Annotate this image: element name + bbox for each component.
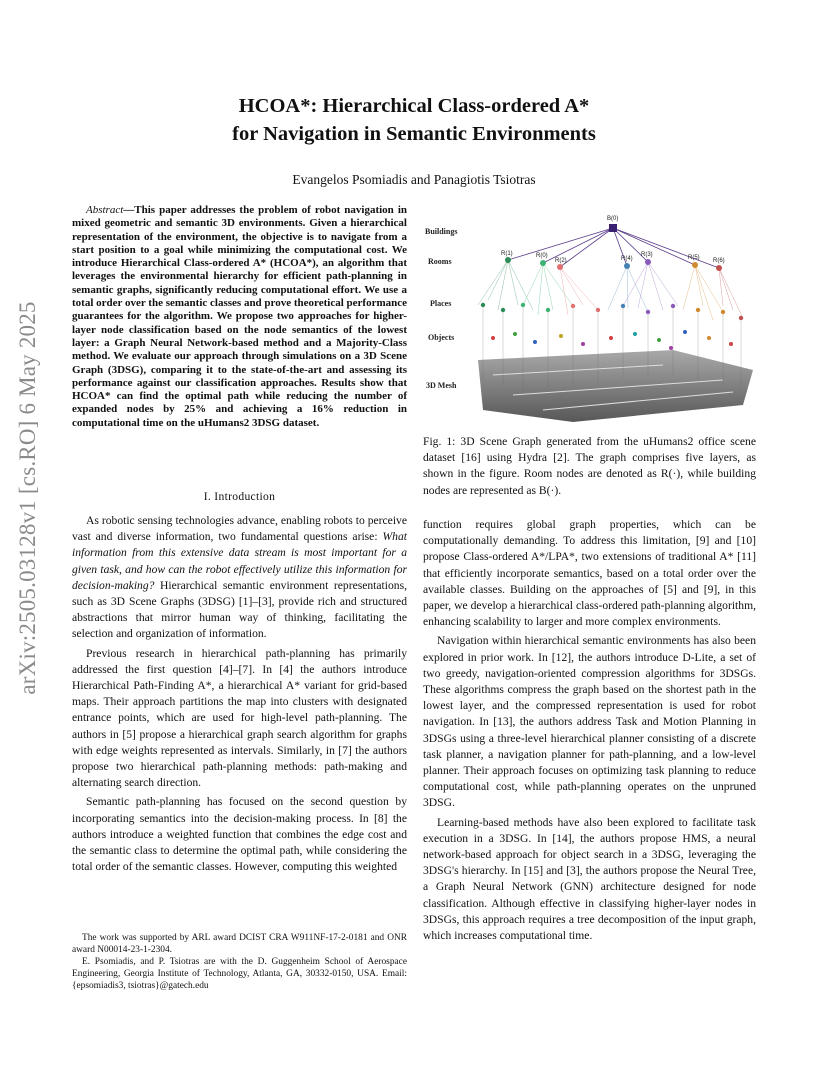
footnotes: [72, 932, 407, 992]
node-label-r0: R(0): [536, 253, 548, 259]
node-label-r6: R(6): [713, 258, 725, 264]
arxiv-stamp: arXiv:2505.03128v1 [cs.RO] 6 May 2025: [15, 301, 40, 695]
intro-paragraph-1: As robotic sensing technologies advance, enabling robots to perceive vast and diverse information, two fundamental questions arise: What information from this extensive data stream is most important for a given task, and how can the robot effectively utilize this information for decision-making? Hierarchical semantic environment representations, such as 3D Scene Graphs (3DSG) [1]–[3], provide rich and structured abstractions that mirror human way of thinking, facilitating the selection and organization of information.: [72, 514, 407, 641]
room-node-r5: [692, 262, 698, 268]
abstract-label: Abstract: [86, 204, 124, 216]
room-node-r4: [624, 263, 630, 269]
layer-label-rooms: Rooms: [428, 257, 452, 266]
room-node-r3: [645, 259, 651, 265]
footnote-funding: The work was supported by ARL award DCIST CRA W911NF-17-2-0181 and ONR award N00014-23-1-2304.: [72, 933, 407, 955]
mesh-surface: [478, 350, 753, 422]
layer-label-objects: Objects: [428, 333, 455, 342]
layer-label-places: Places: [430, 299, 452, 308]
node-label-r3: R(3): [641, 252, 653, 258]
scene-graph-illustration: [423, 210, 758, 425]
node-label-r4: R(4): [621, 256, 633, 262]
right-paragraph-3: Learning-based methods have also been explored to facilitate task execution in a 3DSG. In [14], the authors propose HMS, a neural network-based approach for object search in a 3DSG, leveraging the 3DSG's hierarchy. In [15] and [3], the authors propose the Neural Tree, a Graph Neural Network (GNN) architecture designed for node classification. Although effective in classifying higher-layer nodes in 3DSGs, this approach requires a tree decomposition of the input graph, which increases computational time.: [423, 815, 756, 943]
section-introduction-heading: I. Introduction: [203, 490, 276, 503]
right-column-body: [423, 517, 756, 944]
paper-title: [0, 92, 828, 148]
right-paragraph-2: Navigation within hierarchical semantic environments has also been explored in prior work. In [12], the authors introduce D-Lite, a set of two greedy, navigation-oriented compression algorithms for 3DSGs. These algorithms compress the graph based on the shortest path in the lowest layer, and the compressed representation is used for robot navigation. In [13], the authors address Task and Motion Planning in 3DSGs using a three-level hierarchical planner consisting of a discrete task planner, a navigation planner for path-planning, and a low-level planner. Their approach focuses on optimizing task planning to reduce computational cost, while path-planning operates on the unpruned 3DSG.: [423, 634, 756, 810]
layer-label-3d-mesh: 3D Mesh: [426, 381, 457, 390]
abstract: [72, 204, 407, 430]
title-line-2: for Navigation in Semantic Environments: [232, 123, 596, 145]
room-node-r1: [505, 257, 511, 263]
building-node: [609, 224, 617, 232]
node-label-b0: B(0): [607, 216, 619, 222]
room-node-r2: [557, 264, 563, 270]
figure-caption: Fig. 1: 3D Scene Graph generated from the uHumans2 office scene dataset [16] using Hydra [2]. The graph comprises five layers, as shown in the figure. Room nodes are denoted as R(·), while building nodes are represented as B(·).: [423, 435, 756, 497]
node-label-r1: R(1): [501, 251, 513, 257]
room-node-r6: [716, 265, 722, 271]
introduction-body: [72, 513, 407, 875]
intro-paragraph-3: Semantic path-planning has focused on the second question by incorporating semantics into the decision-making process. In [8] the authors introduce a weighted function that combines the edge cost and the semantic class to determine the optimal path, while considering the total order of the semantic classes. However, computing this weighted: [72, 795, 407, 874]
room-place-edges: [478, 260, 743, 320]
room-node-r0: [540, 260, 546, 266]
authors: Evangelos Psomiadis and Panagiotis Tsiotras: [292, 172, 536, 187]
object-nodes: [491, 330, 733, 350]
intro-paragraph-2: Previous research in hierarchical path-planning has primarily addressed the first question [4]–[7]. In [4] the authors introduce Hierarchical Path-Finding A*, a hierarchical A* variant for grid-based maps. Their approach partitions the map into clusters with designated entrance points, which are used for high-level path-planning. The authors in [5] propose a hierarchical graph search algorithm for graphs with edge weights represented as intervals. Similarly, in [7] the authors propose two hierarchical path-planning methods: path-making and alternating search direction.: [72, 646, 407, 790]
building-room-edges: [508, 228, 719, 268]
node-label-r2: R(2): [555, 258, 567, 264]
right-paragraph-1: function requires global graph properties, which can be computationally demanding. To address this limitation, [9] and [10] propose Class-ordered A*/LPA*, two extensions of traditional A* [11] that efficiently incorporate semantics, based on a total order over the available classes. Building on the approaches of [5] and [9], in this paper, we develop a hierarchical class-ordered path-planning algorithm, enhancing scalability to larger and more complex environments.: [423, 518, 756, 629]
footnote-affiliation: E. Psomiadis, and P. Tsiotras are with the D. Guggenheim School of Aerospace Engineering, Georgia Institute of Technology, Atlanta, GA, 30332-0150, USA. Email: {epsomiadis3, tsiotras}@gatech.edu: [72, 957, 407, 991]
title-line-1: HCOA*: Hierarchical Class-ordered A*: [238, 95, 590, 117]
node-label-r5: R(5): [688, 255, 700, 261]
abstract-text: —This paper addresses the problem of robot navigation in mixed geometric and semantic 3D environments. Given a hierarchical representation of the environment, the objective is to navigate from a start position to a goal while minimizing the computational cost. We introduce Hierarchical Class-ordered A* (HCOA*), an algorithm that leverages the environmental hierarchy for efficient path-planning in semantic graphs, significantly reducing computational effort. We use a total order over the semantic classes and prove theoretical performance guarantees for the algorithm. We propose two approaches for higher-layer node classification based on the node semantics of the lowest layer: a Graph Neural Network-based method and a Majority-Class method. We evaluate our approach through simulations on a 3D Scene Graph (3DSG), comparing it to the state-of-the-art and assessing its performance against our classification approaches. Results show that HCOA* can find the optimal path while reducing the number of expanded nodes by 25% and achieving a 16% reduction in computational time on the uHumans2 3DSG dataset.: [72, 204, 407, 429]
figure-3d-scene-graph: [423, 210, 758, 425]
layer-label-buildings: Buildings: [425, 227, 458, 236]
place-nodes: [481, 303, 743, 320]
